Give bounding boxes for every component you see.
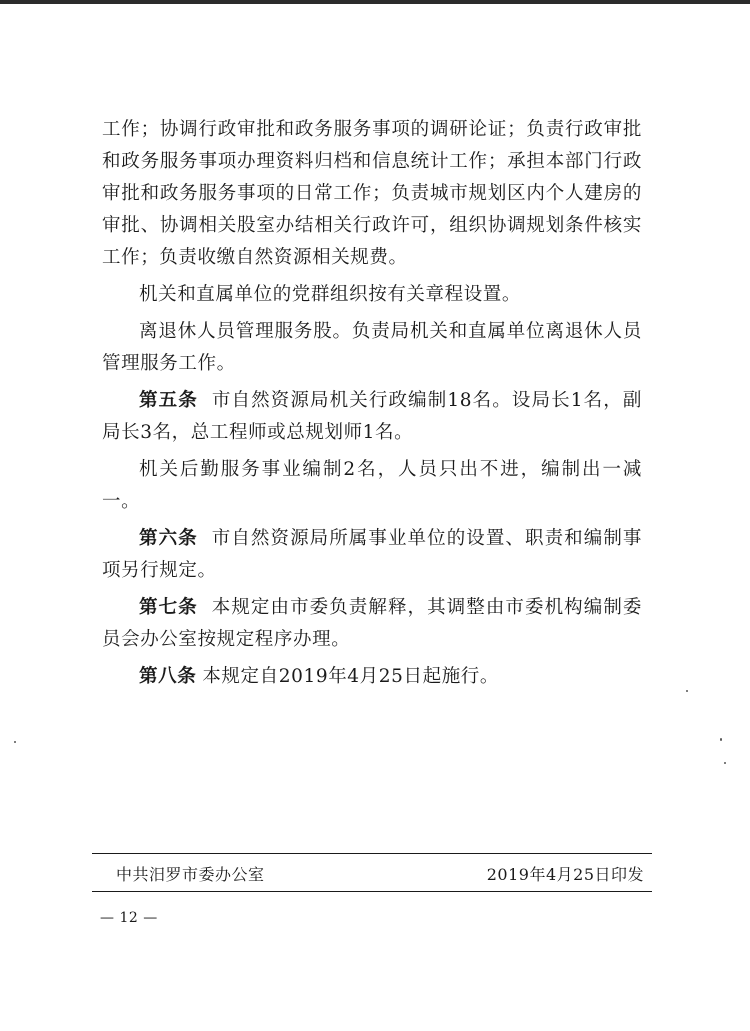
paragraph-party-organizations: 机关和直属单位的党群组织按有关章程设置。: [139, 284, 522, 305]
paragraph-logistics-staffing: 机关后勤服务事业编制2名，人员只出不进，编制出一减一。: [102, 459, 642, 512]
footer-issuer: 中共汨罗市委办公室: [116, 865, 265, 884]
footer-rule-bottom: [92, 891, 652, 892]
article-6-label: 第六条: [139, 528, 198, 549]
article-7-label: 第七条: [139, 597, 198, 618]
paragraph-retiree-section: 离退休人员管理服务股。负责局机关和直属单位离退休人员管理服务工作。: [102, 321, 642, 374]
scan-top-edge: [0, 0, 750, 4]
scan-speck: [720, 738, 722, 741]
footer-issue-date: 2019年4月25日印发: [486, 865, 644, 884]
article-8-text: 本规定自2019年4月25日起施行。: [202, 666, 500, 687]
document-body: [102, 114, 642, 698]
scan-speck: [14, 741, 16, 743]
page-number: — 12 —: [100, 910, 158, 926]
footer-rule-top: [92, 853, 652, 854]
article-7-text: 本规定由市委负责解释，其调整由市委机构编制委员会办公室按规定程序办理。: [102, 597, 643, 650]
article-6-text: 市自然资源局所属事业单位的设置、职责和编制事项另行规定。: [102, 528, 643, 581]
article-7: [102, 592, 642, 656]
scan-speck: [686, 690, 688, 692]
scan-speck: [724, 762, 726, 764]
paragraph-continued-duties: 工作；协调行政审批和政务服务事项的调研论证；负责行政审批和政务服务事项办理资料归档和信息统计工作；承担本部门行政审批和政务服务事项的日常工作；负责城市规划区内个人建房的审批、协调相关股室办结相关行政许可，组织协调规划条件核实工作；负责收缴自然资源相关规费。: [102, 119, 642, 268]
article-6: [102, 523, 642, 587]
article-8-label: 第八条: [139, 666, 197, 687]
article-5-text: 市自然资源局机关行政编制18名。设局长1名，副局长3名，总工程师或总规划师1名。: [102, 390, 642, 443]
article-5-label: 第五条: [139, 390, 198, 411]
article-5: [102, 385, 642, 449]
article-8: [102, 661, 642, 693]
